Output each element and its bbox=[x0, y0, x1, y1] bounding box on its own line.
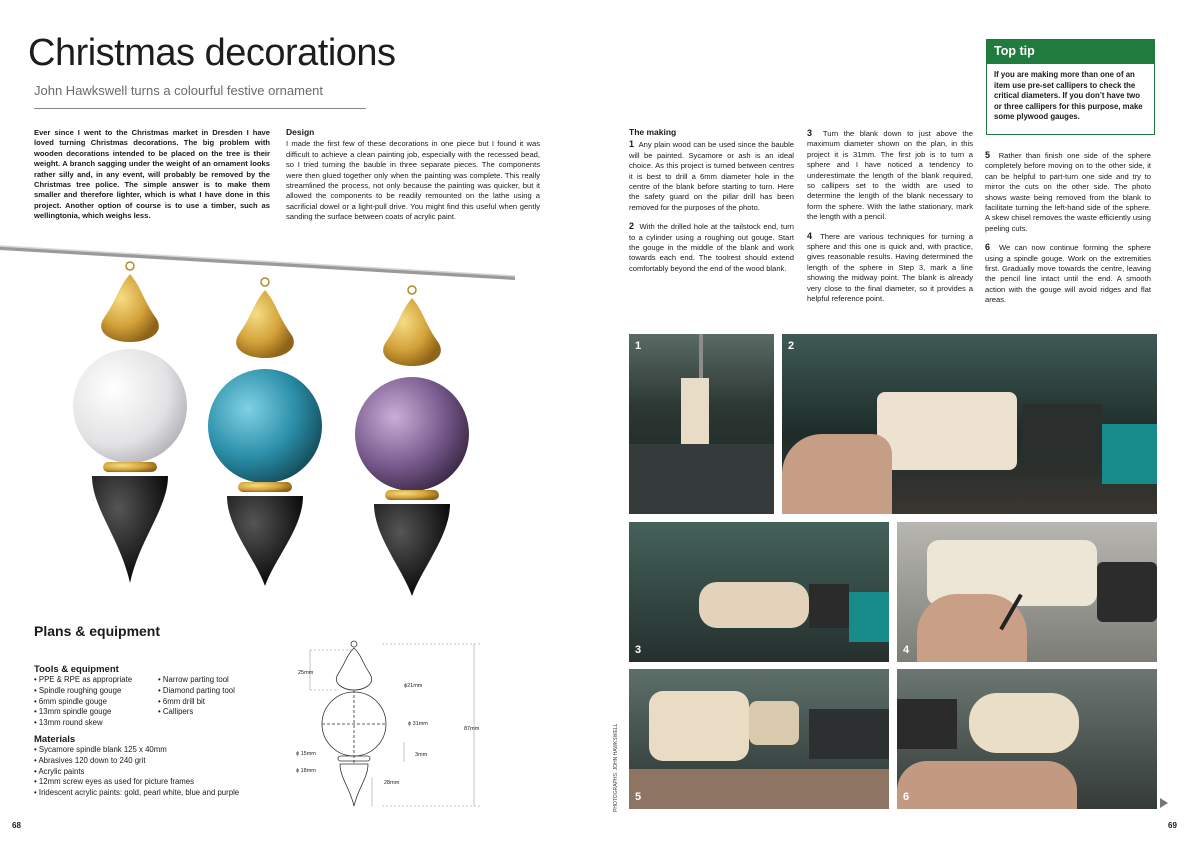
list-item: • Spindle roughing gouge bbox=[34, 686, 152, 697]
dim-top-length: 25mm bbox=[298, 670, 314, 676]
plans-heading: Plans & equipment bbox=[34, 623, 161, 639]
dim-d31: ϕ 31mm bbox=[408, 721, 428, 727]
step-number: 5 bbox=[985, 150, 991, 160]
drill-bit bbox=[699, 334, 703, 378]
step-text: Any plain wood can be used since the bauble will be painted. Sycamore or ash is an ideal choice. As this project is turned between centres it is best to drill a 6mm diameter hole in the centre of the blank before starting to turn. Here the safety guard on the pillar drill has been removed for the purposes of the photo. bbox=[629, 140, 794, 212]
making-col-1 bbox=[629, 127, 794, 282]
title-rule bbox=[34, 108, 366, 109]
lathe-body bbox=[849, 592, 889, 642]
page-number-left: 68 bbox=[12, 821, 21, 830]
list-item: • Callipers bbox=[158, 707, 268, 718]
photo-number: 3 bbox=[635, 644, 642, 656]
step-4 bbox=[807, 231, 973, 305]
list-item: • Abrasives 120 down to 240 grit bbox=[34, 756, 274, 767]
step-text: We can now continue forming the sphere using a spindle gouge. Work on the extremities first. Gradually move towards the centre, leaving the pencil line intact until the end. A smooth action with the gouge will avoid ridges and flat areas. bbox=[985, 243, 1151, 305]
list-item: • Diamond parting tool bbox=[158, 686, 268, 697]
list-item: • Acrylic paints bbox=[34, 767, 274, 778]
article-subtitle: John Hawkswell turns a colourful festive ornament bbox=[34, 83, 324, 98]
drill-table bbox=[629, 444, 774, 514]
plan-diagram bbox=[292, 638, 492, 813]
list-item: • 13mm round skew bbox=[34, 718, 152, 729]
wood-sphere-blank bbox=[649, 691, 749, 761]
photo-credit: PHOTOGRAPHS: JOHN HAWKSWELL bbox=[613, 723, 619, 812]
design-text: I made the first few of these decorations in one piece but I found it was difficult to achieve a clean painting job, especially with the recessed bead, so I tried turning the bauble in three separate pieces. The components were then glued together only when the painting was complete. This really streamlined the process, not only because the painting was quicker, but it allowed the components to be readily remounted on the lathe using a sacrificial dowel or a light-pull drive. You might find this useful when gently sanding the surface between coats of acrylic paint. bbox=[286, 139, 540, 222]
photo-step-2 bbox=[782, 334, 1157, 514]
list-item: • 13mm spindle gouge bbox=[34, 707, 152, 718]
ornament-pearl bbox=[73, 262, 187, 583]
step-number: 2 bbox=[629, 221, 635, 232]
lathe-tailstock bbox=[1022, 404, 1102, 459]
dim-d15: ϕ 15mm bbox=[296, 751, 316, 757]
lathe-headstock bbox=[897, 699, 957, 749]
materials-list bbox=[34, 745, 274, 799]
lathe-tailstock bbox=[809, 709, 889, 759]
photo-step-1 bbox=[629, 334, 774, 514]
dim-d21: ϕ21mm bbox=[404, 683, 423, 689]
photo-step-3 bbox=[629, 522, 889, 662]
hand bbox=[917, 594, 1027, 662]
wood-cylinder bbox=[877, 392, 1017, 470]
top-tip-box bbox=[986, 64, 1155, 135]
making-col-3 bbox=[985, 150, 1151, 314]
step-number: 4 bbox=[807, 230, 813, 241]
continue-arrow-icon bbox=[1160, 798, 1168, 808]
ornament-purple bbox=[355, 286, 469, 596]
tools-heading: Tools & equipment bbox=[34, 664, 119, 675]
hand bbox=[897, 761, 1077, 809]
step-number: 3 bbox=[807, 128, 813, 138]
list-item: • Narrow parting tool bbox=[158, 675, 268, 686]
list-item: • 6mm drill bit bbox=[158, 697, 268, 708]
step-1 bbox=[629, 139, 794, 213]
step-2 bbox=[629, 221, 794, 274]
photo-number: 2 bbox=[788, 340, 795, 352]
step-text: There are various techniques for turning a sphere and this one is quick and, with practice, gives reasonable results. Having determined the length of the sphere in Step 3, mark a line showing the midway point. The blank is already very close to the final diameter, so it provides a helpful reference point. bbox=[807, 231, 973, 304]
intro-text: Ever since I went to the Christmas market in Dresden I have loved turning Christmas decorations. The big problem with wooden decorations intended to be placed on the tree is their weight. A branch sagging under the weight of an ornament looks rather silly and, in any event, will probably be removed by the Christmas tree police. The simple answer is to make them smaller and therefore lighter, which is what I have done in this project. Another option of course is to use a timber, such as wellingtonia, which weighs less. bbox=[34, 128, 270, 221]
photo-step-6 bbox=[897, 669, 1157, 809]
photo-number: 6 bbox=[903, 791, 910, 803]
making-col-2 bbox=[807, 128, 973, 313]
dim-bead: 3mm bbox=[415, 752, 428, 758]
list-item: • 12mm screw eyes as used for picture frames bbox=[34, 777, 274, 788]
hand bbox=[782, 434, 892, 514]
step-number: 1 bbox=[629, 139, 635, 150]
photo-number: 1 bbox=[635, 340, 642, 352]
lathe-bed bbox=[629, 769, 889, 809]
wood-cylinder bbox=[699, 582, 809, 628]
top-tip-heading: Top tip bbox=[986, 39, 1155, 64]
lathe-tailstock bbox=[809, 584, 849, 628]
tools-list-1 bbox=[34, 675, 152, 729]
wood-waste bbox=[749, 701, 799, 745]
article-title: Christmas decorations bbox=[28, 32, 396, 74]
lathe-body bbox=[1102, 424, 1157, 484]
wood-blank bbox=[681, 378, 709, 448]
lathe-tailstock bbox=[1097, 562, 1157, 622]
dim-total: 87mm bbox=[464, 726, 480, 732]
page-number-right: 69 bbox=[1168, 821, 1177, 830]
ornament-blue bbox=[208, 278, 322, 586]
photo-number: 4 bbox=[903, 644, 910, 656]
photo-number: 5 bbox=[635, 791, 642, 803]
step-number: 6 bbox=[985, 242, 991, 253]
dim-bottom-length: 28mm bbox=[384, 780, 400, 786]
materials-heading: Materials bbox=[34, 733, 76, 745]
dim-d18: ϕ 18mm bbox=[296, 768, 316, 774]
photo-step-4 bbox=[897, 522, 1157, 662]
step-text: Rather than finish one side of the sphere completely before moving on to the other side, it can be helpful to part-turn one side and try to mirror the cuts on the other side. The photo shows waste being removed from the blank to facilitate turning the left-hand side of the sphere. A skew chisel removes the waste efficiently using peeling cuts. bbox=[985, 151, 1151, 233]
ornaments-photo bbox=[0, 238, 560, 603]
step-3 bbox=[807, 128, 973, 223]
step-6 bbox=[985, 242, 1151, 305]
tools-list-2 bbox=[158, 675, 268, 729]
design-heading: Design bbox=[286, 127, 315, 137]
step-5 bbox=[985, 150, 1151, 234]
list-item: • Sycamore spindle blank 125 x 40mm bbox=[34, 745, 274, 756]
list-item: • Iridescent acrylic paints: gold, pearl white, blue and purple bbox=[34, 788, 274, 799]
photo-step-5 bbox=[629, 669, 889, 809]
step-text: With the drilled hole at the tailstock end, turn to a cylinder using a roughing out gouge. Start the gouge in the middle of the blank and work towards each end. The toolrest should extend comfortably beyond the end of the wood blank. bbox=[629, 222, 794, 273]
making-heading: The making bbox=[629, 127, 677, 137]
list-item: • 6mm spindle gouge bbox=[34, 697, 152, 708]
tools-section bbox=[34, 664, 274, 799]
step-text: Turn the blank down to just above the maximum diameter shown on the plan, in this project it is 31mm. The first job is to turn a sphere and I have noticed a tendency to underestimate the length of the blank required, so callipers set to the width are used to determine the length of the blank necessary to form the sphere. With the lathe stationary, mark the length with a pencil. bbox=[807, 129, 973, 222]
list-item: • PPE & RPE as appropriate bbox=[34, 675, 152, 686]
top-tip-text: If you are making more than one of an item use pre-set callipers to check the critical diameters. If you don’t have two or three callipers for this purpose, make some plywood gauges. bbox=[994, 70, 1143, 122]
wood-sphere bbox=[969, 693, 1079, 753]
design-section bbox=[286, 127, 540, 223]
